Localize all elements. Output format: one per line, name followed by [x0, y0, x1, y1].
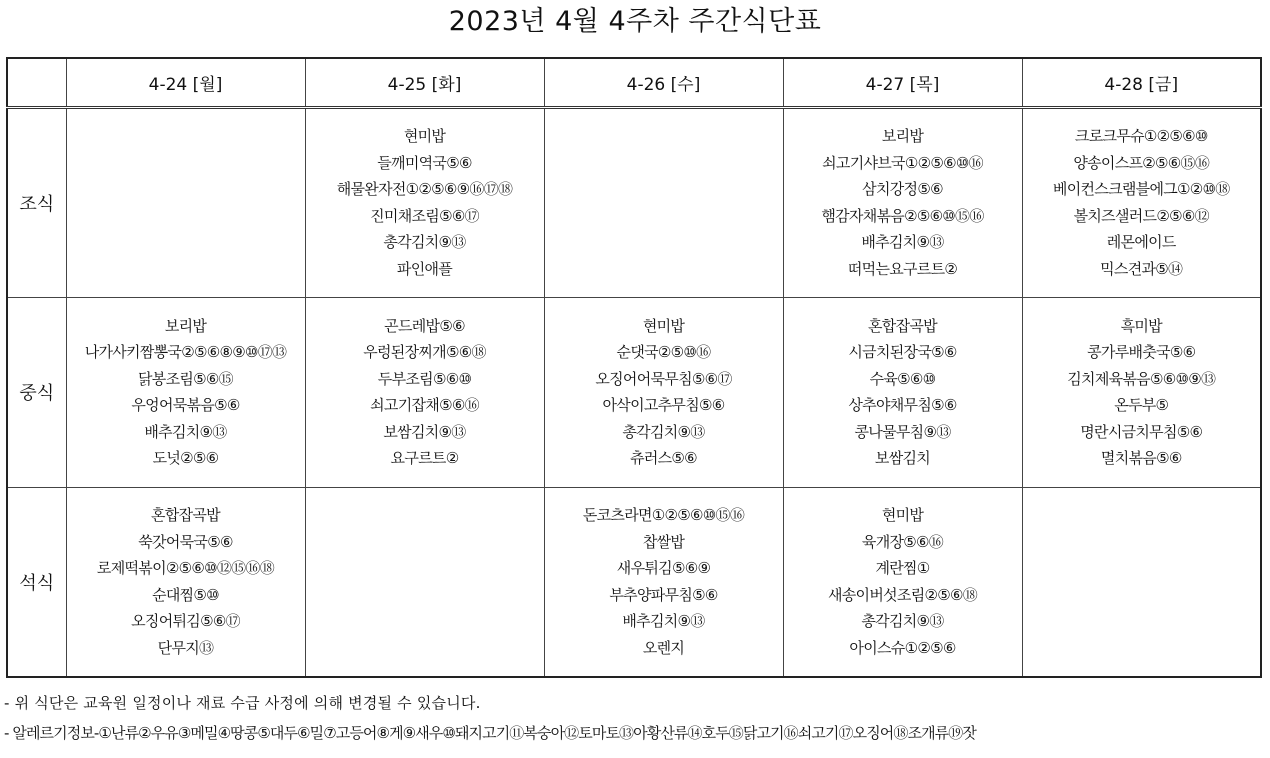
dish-item: 시금치된장국⑤⑥ — [848, 343, 957, 361]
dish-item: 햄감자채볶음②⑤⑥⑩⑮⑯ — [821, 206, 984, 225]
dish-item: 오징어어묵무침⑤⑥⑰ — [595, 369, 732, 388]
dish-item: 콩가루배춧국⑤⑥ — [1087, 343, 1196, 361]
dish-item: 요구르트② — [390, 449, 459, 467]
day-header-tue: 4-25 [화] — [305, 58, 544, 107]
menu-cell-lunch-mon — [66, 297, 305, 487]
dish-item: 로제떡볶이②⑤⑥⑩⑫⑮⑯⑱ — [96, 559, 275, 578]
menu-cell-breakfast-fri — [1022, 107, 1261, 297]
dish-item: 도넛②⑤⑥ — [152, 449, 219, 467]
dish-item: 현미밥 — [403, 127, 446, 145]
page-title: 2023년 4월 4주차 주간식단표 — [448, 6, 822, 37]
dish-item: 쇠고기샤브국①②⑤⑥⑩⑯ — [822, 153, 983, 172]
day-header-mon: 4-24 [월] — [66, 58, 305, 107]
dish-item: 김치제육볶음⑤⑥⑩⑨⑬ — [1067, 369, 1216, 388]
dish-item: 현미밥 — [642, 316, 685, 335]
dish-item: 총각김치⑨⑬ — [383, 233, 466, 251]
dish-item: 혼합잡곡밥 — [151, 506, 220, 525]
menu-cell-lunch-fri — [1022, 297, 1261, 487]
menu-cell-lunch-wed — [544, 297, 783, 487]
dish-item: 아삭이고추무침⑤⑥ — [602, 396, 725, 414]
meal-label-dinner: 석식 — [7, 487, 66, 677]
dish-item: 쑥갓어묵국⑤⑥ — [138, 532, 233, 551]
dish-item: 부추양파무침⑤⑥ — [609, 585, 718, 604]
menu-cell-lunch-tue — [305, 297, 544, 487]
dish-item: 순대찜⑤⑩ — [152, 585, 219, 604]
meal-row-lunch — [7, 297, 1261, 487]
dish-item: 우엉어묵볶음⑤⑥ — [131, 396, 240, 414]
dish-item: 계란찜① — [875, 559, 930, 578]
weekly-menu-table — [6, 57, 1262, 678]
dish-item: 새송이버섯조림②⑤⑥⑱ — [827, 585, 978, 604]
dish-item: 크로크무슈①②⑤⑥⑩ — [1074, 127, 1208, 145]
dish-item: 총각김치⑨⑬ — [622, 422, 705, 441]
menu-cell-breakfast-tue — [305, 107, 544, 297]
dish-item: 양송이스프②⑤⑥⑮⑯ — [1073, 153, 1210, 172]
dish-item: 혼합잡곡밥 — [868, 316, 937, 335]
header-row — [7, 58, 1261, 107]
dish-item: 새우튀김⑤⑥⑨ — [616, 559, 711, 578]
menu-cell-dinner-mon — [66, 487, 305, 677]
day-header-wed: 4-26 [수] — [544, 58, 783, 107]
meal-row-breakfast — [7, 107, 1261, 297]
dish-item: 볼치즈샐러드②⑤⑥⑫ — [1073, 206, 1209, 225]
dish-item: 츄러스⑤⑥ — [630, 449, 697, 467]
menu-cell-dinner-fri — [1022, 487, 1261, 677]
dish-item: 단무지⑬ — [157, 638, 214, 657]
day-header-thu: 4-27 [목] — [783, 58, 1022, 107]
dish-item: 나가사키짬뽕국②⑤⑥⑧⑨⑩⑰⑬ — [84, 343, 287, 361]
dish-item: 찹쌀밥 — [642, 532, 685, 551]
dish-item: 돈코츠라면①②⑤⑥⑩⑮⑯ — [582, 506, 745, 525]
dish-item: 우렁된장찌개⑤⑥⑱ — [363, 343, 486, 361]
dish-item: 총각김치⑨⑬ — [861, 612, 944, 631]
meal-label-lunch: 중식 — [7, 297, 66, 487]
dish-item: 흑미밥 — [1120, 316, 1162, 335]
menu-cell-lunch-thu — [783, 297, 1022, 487]
dish-item: 믹스견과⑤⑭ — [1100, 259, 1183, 278]
dish-item: 오렌지 — [642, 638, 685, 657]
dish-item: 육개장⑤⑥⑯ — [861, 532, 944, 551]
day-header-fri: 4-28 [금] — [1022, 58, 1261, 107]
dish-item: 두부조림⑤⑥⑩ — [377, 369, 472, 388]
dish-item: 배추김치⑨⑬ — [622, 612, 705, 631]
menu-cell-breakfast-thu — [783, 107, 1022, 297]
dish-item: 해물완자전①②⑤⑥⑨⑯⑰⑱ — [336, 180, 513, 198]
dish-item: 곤드레밥⑤⑥ — [384, 316, 465, 335]
dish-item: 배추김치⑨⑬ — [861, 233, 944, 251]
dish-item: 삼치강정⑤⑥ — [862, 180, 943, 198]
dish-item: 쇠고기잡채⑤⑥⑯ — [370, 396, 479, 414]
dish-item: 닭봉조림⑤⑥⑮ — [138, 369, 233, 388]
dish-item: 수육⑤⑥⑩ — [869, 369, 936, 388]
dish-item: 진미채조림⑤⑥⑰ — [370, 206, 479, 225]
dish-item: 보리밥 — [164, 316, 207, 335]
dish-item: 떠먹는요구르트② — [847, 259, 958, 278]
dish-item: 온두부⑤ — [1114, 396, 1169, 414]
dish-item: 보리밥 — [881, 127, 924, 145]
dish-item: 멸치볶음⑤⑥ — [1100, 449, 1182, 467]
dish-item: 보쌈김치 — [874, 449, 931, 467]
dish-item: 현미밥 — [881, 506, 924, 525]
corner-cell — [7, 58, 66, 107]
dish-item: 베이컨스크램블에그①②⑩⑱ — [1052, 180, 1230, 198]
dish-item: 배추김치⑨⑬ — [144, 422, 227, 441]
menu-cell-breakfast-mon — [66, 107, 305, 297]
change-notice: - 위 식단은 교육원 일정이나 재료 수급 사정에 의해 변경될 수 있습니다. — [4, 694, 481, 712]
dish-item: 상추야채무침⑤⑥ — [848, 396, 957, 414]
dish-item: 파인애플 — [396, 259, 453, 278]
menu-cell-dinner-wed — [544, 487, 783, 677]
dish-item: 아이스슈①②⑤⑥ — [849, 638, 956, 657]
menu-cell-breakfast-wed — [544, 107, 783, 297]
dish-item: 오징어튀김⑤⑥⑰ — [131, 612, 240, 631]
dish-item: 명란시금치무침⑤⑥ — [1080, 422, 1203, 441]
dish-item: 순댓국②⑤⑩⑯ — [616, 343, 711, 361]
dish-item: 콩나물무침⑨⑬ — [854, 422, 951, 441]
menu-cell-dinner-thu — [783, 487, 1022, 677]
menu-cell-dinner-tue — [305, 487, 544, 677]
dish-item: 레몬에이드 — [1106, 233, 1176, 251]
allergy-info: - 알레르기정보-①난류②우유③메밀④땅콩⑤대두⑥밀⑦고등어⑧게⑨새우⑩돼지고기⑪복숭아⑫토마토⑬아황산류⑭호두⑮닭고기⑯쇠고기⑰오징어⑱조개류⑲잣 — [4, 724, 976, 742]
dish-item: 보쌈김치⑨⑬ — [383, 422, 466, 441]
dish-item: 들깨미역국⑤⑥ — [377, 153, 472, 172]
meal-label-breakfast: 조식 — [7, 107, 66, 297]
notes — [4, 688, 976, 748]
meal-row-dinner — [7, 487, 1261, 677]
